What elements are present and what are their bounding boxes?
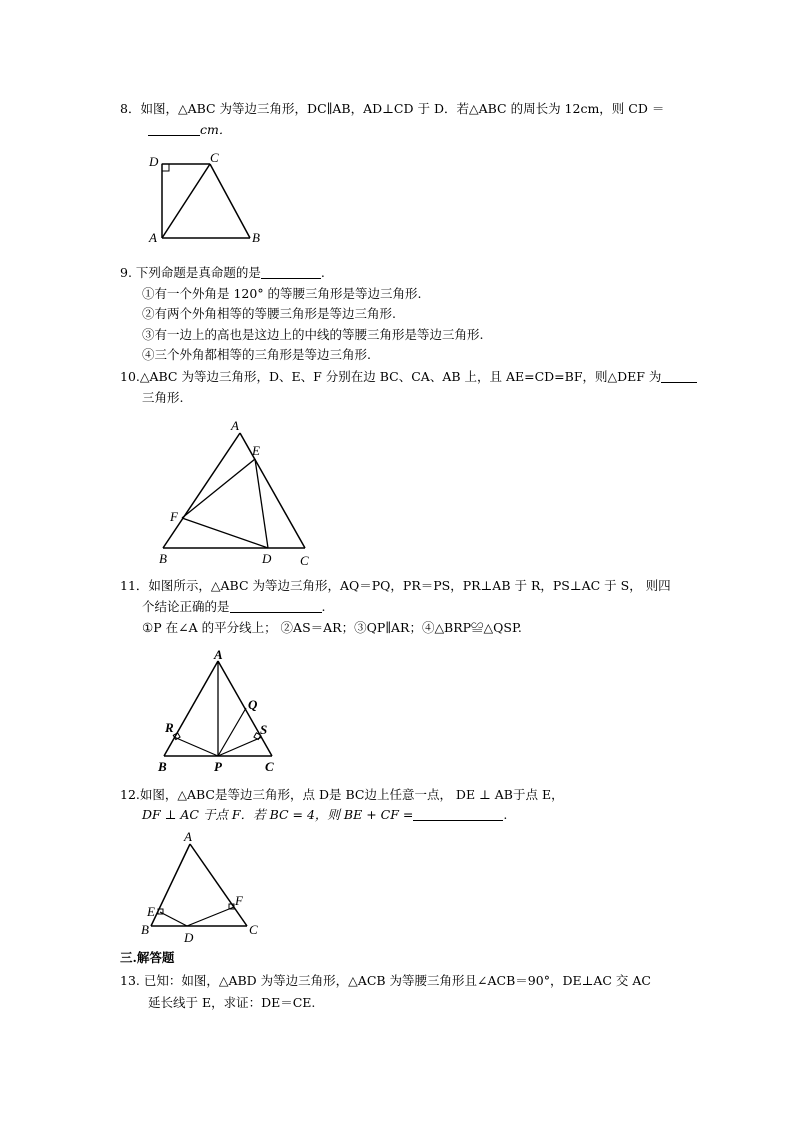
q11-label-b: B xyxy=(158,759,167,774)
q12-line2: DF ⊥ AC 于点 F．若 BC = 4，则 BE + CF = . xyxy=(142,807,508,822)
q12-answer-blank[interactable] xyxy=(413,808,503,821)
q11-label-r: R xyxy=(165,720,174,735)
q11-line3: ①P 在∠A 的平分线上； ②AS＝AR；③QP∥AR；④△BRP≌△QSP. xyxy=(142,620,522,635)
q10-label-c: C xyxy=(300,553,309,568)
q10-label-e: E xyxy=(252,443,260,458)
q8-label-d: D xyxy=(149,154,159,169)
q10-label-d: D xyxy=(262,551,272,566)
q12-line1: 12.如图，△ABC是等边三角形，点 D是 BC边上任意一点， DE ⊥ AB于点 E， xyxy=(120,787,564,802)
q10-line2: 三角形. xyxy=(142,390,184,405)
q10-label-f: F xyxy=(170,509,178,524)
q8-line1: 8．如图，△ABC 为等边三角形，DC∥AB，AD⊥CD 于 D．若△ABC 的周长为 12cm，则 CD ＝ xyxy=(120,101,665,116)
q9-option-2: ②有两个外角相等的等腰三角形是等边三角形. xyxy=(142,306,396,321)
q11-label-a: A xyxy=(214,647,223,662)
q8-label-b: B xyxy=(252,230,260,245)
q12-label-a: A xyxy=(184,829,192,844)
q9-answer-blank[interactable] xyxy=(261,266,321,279)
q10-figure xyxy=(145,415,320,570)
q11-line2: 个结论正确的是 . xyxy=(142,599,326,614)
q12-label-e: E xyxy=(147,904,155,919)
q8-label-a: A xyxy=(149,230,157,245)
q12-label-c: C xyxy=(249,922,258,937)
q8-line2 xyxy=(148,122,231,138)
q12-label-d: D xyxy=(184,930,194,945)
q11-label-q: Q xyxy=(248,697,258,712)
q9-option-4: ④三个外角都相等的三角形是等边三角形. xyxy=(142,347,371,362)
q9-stem: 9. 下列命题是真命题的是 . xyxy=(120,265,325,280)
q11-label-p: P xyxy=(214,759,222,774)
q12-label-f: F xyxy=(235,893,243,908)
q8-figure xyxy=(140,148,270,248)
q8-unit: cm． xyxy=(200,122,232,137)
q10-label-a: A xyxy=(231,418,239,433)
q13-line1: 13. 已知：如图，△ABD 为等边三角形，△ACB 为等腰三角形且∠ACB＝90°，DE⊥AC 交 AC xyxy=(120,973,651,988)
q8-label-c: C xyxy=(210,150,219,165)
q9-option-1: ①有一个外角是 120° 的等腰三角形是等边三角形. xyxy=(142,286,422,301)
q11-line1: 11．如图所示，△ABC 为等边三角形，AQ＝PQ，PR＝PS，PR⊥AB 于 R，PS⊥AC 于 S， 则四 xyxy=(120,578,671,593)
q10-label-b: B xyxy=(159,551,167,566)
section-heading: 三.解答题 xyxy=(120,950,175,965)
q12-figure xyxy=(135,828,270,946)
q9-option-3: ③有一边上的高也是这边上的中线的等腰三角形是等边三角形. xyxy=(142,327,484,342)
q10-answer-blank[interactable] xyxy=(661,370,697,383)
q11-label-c: C xyxy=(265,759,274,774)
q10-line1: 10.△ABC 为等边三角形，D、E、F 分别在边 BC、CA、AB 上，且 AE=CD=BF，则△DEF 为 xyxy=(120,369,697,385)
q11-label-s: S xyxy=(260,722,268,737)
q12-label-b: B xyxy=(141,922,149,937)
q13-line2: 延长线于 E，求证：DE＝CE. xyxy=(148,995,316,1010)
q11-answer-blank[interactable] xyxy=(230,600,322,613)
q11-figure xyxy=(150,645,290,775)
q8-answer-blank[interactable] xyxy=(148,123,200,136)
